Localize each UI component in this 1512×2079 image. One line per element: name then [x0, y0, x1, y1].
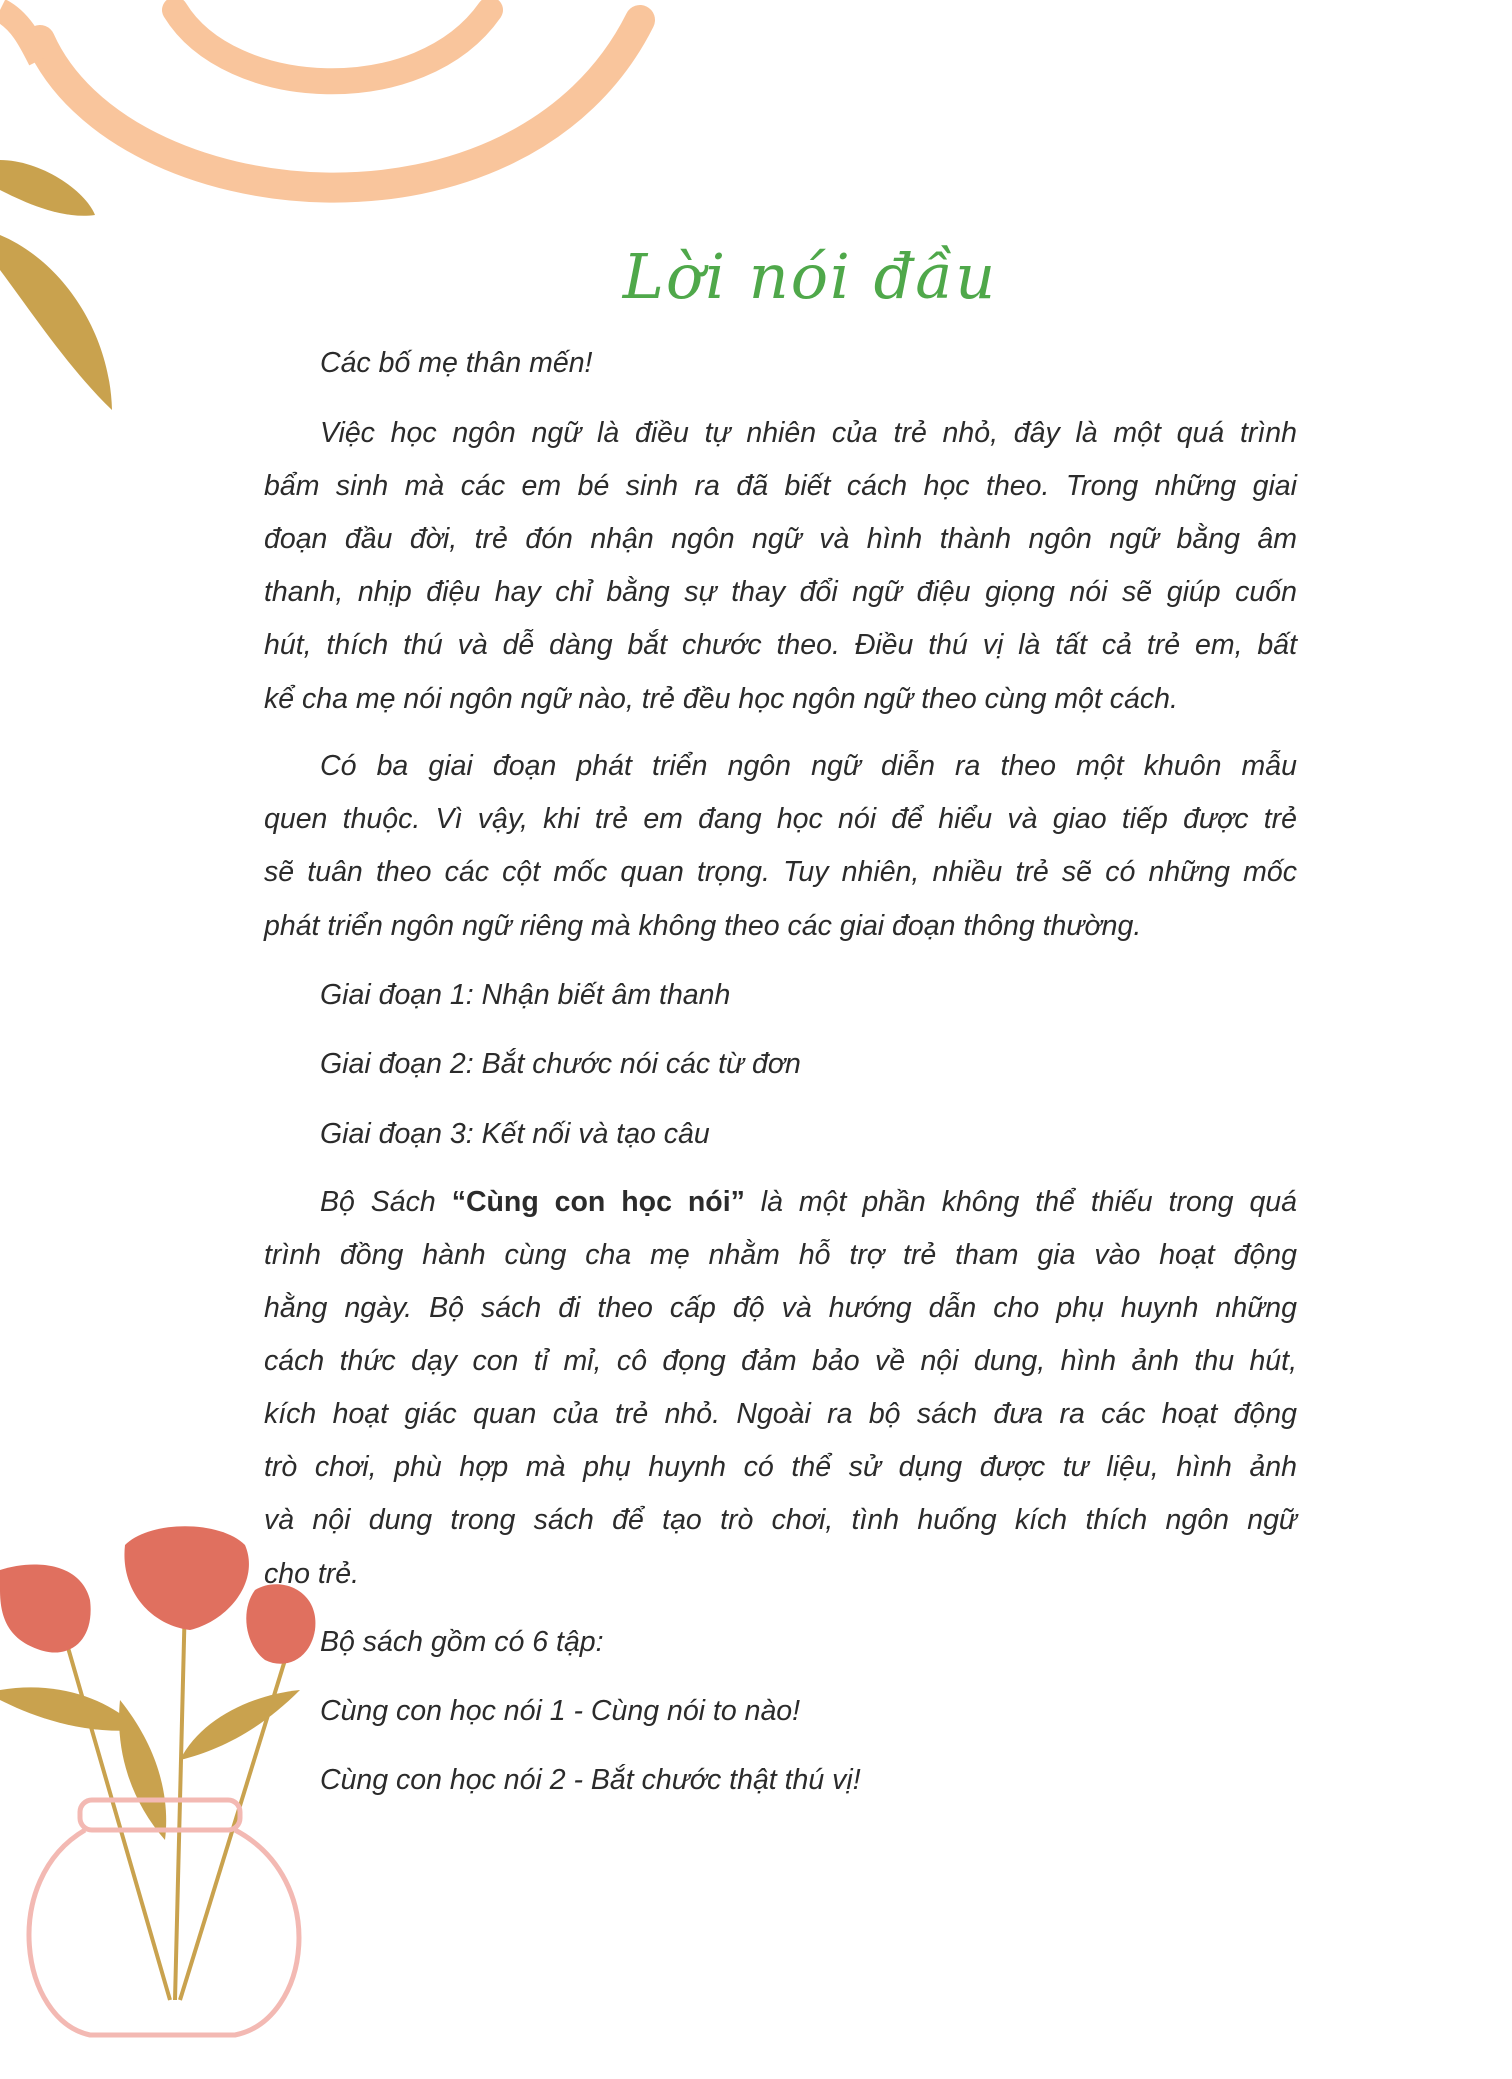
- gold-leaves-decoration: [0, 140, 130, 430]
- text-line: đoạn đầu đời, trẻ đón nhận ngôn ngữ và hình thành ngôn ngữ bằng âm: [264, 523, 1297, 555]
- stage-item: Giai đoạn 1: Nhận biết âm thanh: [320, 979, 731, 1011]
- text-line: bẩm sinh mà các em bé sinh ra đã biết cách học theo. Trong những giai: [264, 470, 1297, 502]
- text-line: hút, thích thú và dễ dàng bắt chước theo. Điều thú vị là tất cả trẻ em, bất: [264, 629, 1297, 661]
- text: là một phần không thể thiếu trong quá: [744, 1186, 1298, 1218]
- greeting: Các bố mẹ thân mến!: [320, 347, 593, 379]
- page-title: Lời nói đầu: [622, 240, 998, 313]
- volume-item: Cùng con học nói 1 - Cùng nói to nào!: [320, 1695, 801, 1727]
- text-line: kích hoạt giác quan của trẻ nhỏ. Ngoài ra bộ sách đưa ra các hoạt động: [264, 1398, 1297, 1430]
- stage-item: Giai đoạn 3: Kết nối và tạo câu: [320, 1118, 710, 1150]
- text-line: hằng ngày. Bộ sách đi theo cấp độ và hướng dẫn cho phụ huynh những: [264, 1292, 1297, 1324]
- text-line: thanh, nhịp điệu hay chỉ bằng sự thay đổi ngữ điệu giọng nói sẽ giúp cuốn: [264, 576, 1297, 608]
- text-line: phát triển ngôn ngữ riêng mà không theo các giai đoạn thông thường.: [264, 910, 1142, 942]
- text-line: Việc học ngôn ngữ là điều tự nhiên của trẻ nhỏ, đây là một quá trình: [320, 417, 1297, 449]
- series-intro: Bộ sách gồm có 6 tập:: [320, 1626, 604, 1658]
- text-line: Có ba giai đoạn phát triển ngôn ngữ diễn ra theo một khuôn mẫu: [320, 750, 1297, 782]
- text-line: và nội dung trong sách để tạo trò chơi, tình huống kích thích ngôn ngữ: [264, 1504, 1297, 1536]
- text-line: [320, 1182, 1297, 1222]
- text-line: quen thuộc. Vì vậy, khi trẻ em đang học nói để hiểu và giao tiếp được trẻ: [264, 803, 1297, 835]
- text-line: trò chơi, phù hợp mà phụ huynh có thể sử dụng được tư liệu, hình ảnh: [264, 1451, 1297, 1483]
- text-line: trình đồng hành cùng cha mẹ nhằm hỗ trợ trẻ tham gia vào hoạt động: [264, 1239, 1297, 1271]
- text-line: sẽ tuân theo các cột mốc quan trọng. Tuy nhiên, nhiều trẻ sẽ có những mốc: [264, 856, 1297, 888]
- text-line: cách thức dạy con tỉ mỉ, cô đọng đảm bảo về nội dung, hình ảnh thu hút,: [264, 1345, 1297, 1377]
- text: Bộ Sách: [320, 1186, 452, 1218]
- volume-item: Cùng con học nói 2 - Bắt chước thật thú vị!: [320, 1764, 861, 1796]
- text-line: kể cha mẹ nói ngôn ngữ nào, trẻ đều học ngôn ngữ theo cùng một cách.: [264, 683, 1178, 715]
- series-name: “Cùng con học nói”: [451, 1186, 745, 1218]
- stage-item: Giai đoạn 2: Bắt chước nói các từ đơn: [320, 1048, 801, 1080]
- text-line: cho trẻ.: [264, 1558, 360, 1590]
